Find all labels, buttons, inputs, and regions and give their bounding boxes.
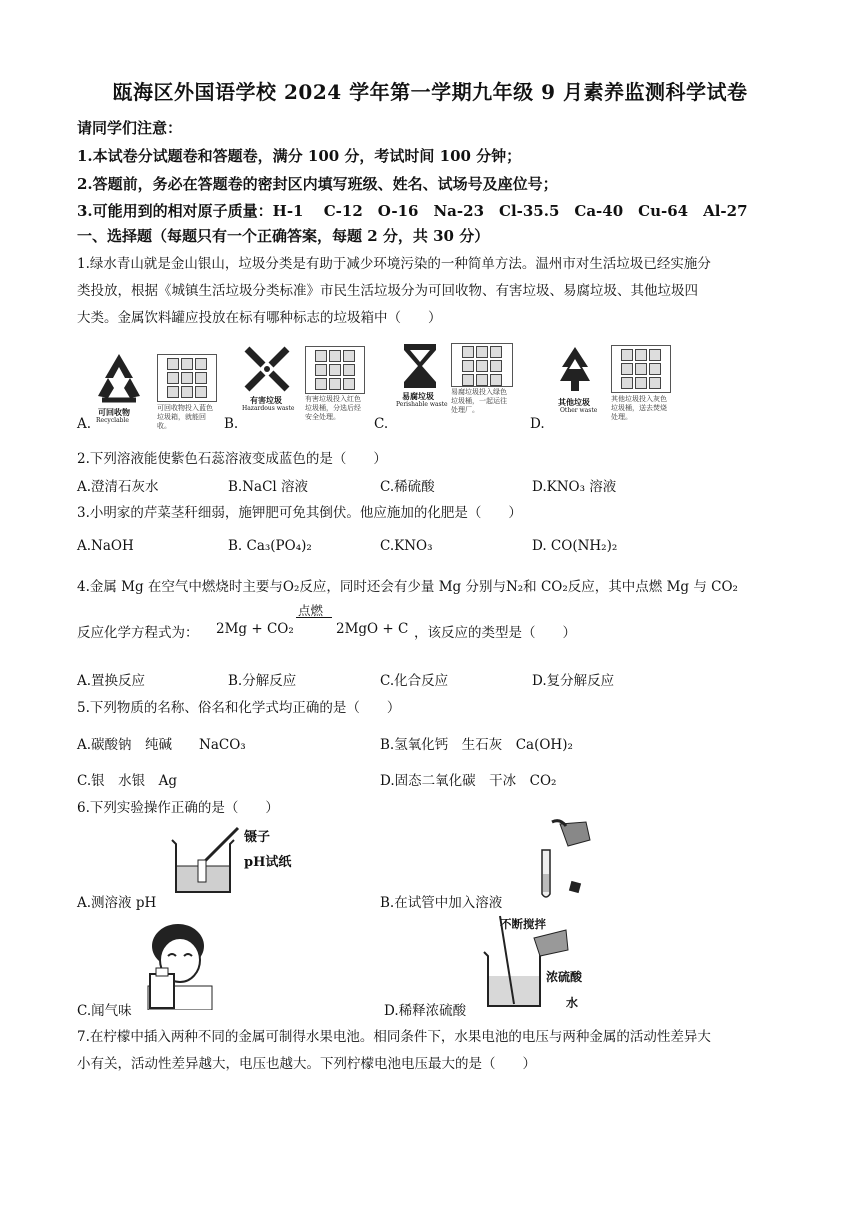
q5-stem: 5.下列物质的名称、俗名和化学式均正确的是（ ） bbox=[77, 700, 401, 716]
ph-test-beaker-illustration bbox=[168, 822, 248, 896]
q3-option-d: D. CO(NH₂)₂ bbox=[532, 538, 618, 554]
page-title: 瓯海区外国语学校 2024 学年第一学期九年级 9 月素养监测科学试卷 bbox=[112, 80, 748, 104]
q5-option-d: D.固态二氧化碳 干冰 CO₂ bbox=[380, 773, 557, 789]
q2-option-d: D.KNO₃ 溶液 bbox=[532, 479, 617, 495]
bin-d-en: Other waste bbox=[560, 407, 598, 414]
q1-line-2: 类投放，根据《城镇生活垃圾分类标准》市民生活垃圾分为可回收物、有害垃圾、易腐垃圾、其他垃圾四 bbox=[77, 283, 698, 299]
q4-eq-condition: 点燃 bbox=[298, 603, 324, 618]
bin-a-panel bbox=[157, 354, 217, 402]
q3-option-c: C.KNO₃ bbox=[380, 538, 433, 554]
q6-option-b: B.在试管中加入溶液 bbox=[380, 895, 503, 911]
section-heading: 一、选择题（每题只有一个正确答案，每题 2 分，共 30 分） bbox=[77, 227, 490, 245]
bin-b-panel bbox=[305, 346, 365, 394]
q2-option-c: C.稀硫酸 bbox=[380, 479, 435, 495]
q3-stem: 3.小明家的芹菜茎秆细弱，施钾肥可免其倒伏。他应施加的化肥是（ ） bbox=[77, 505, 522, 521]
bin-c-name: 易腐垃圾 bbox=[402, 391, 434, 401]
recycle-icon bbox=[88, 348, 150, 408]
bin-d-name: 其他垃圾 bbox=[558, 397, 590, 407]
bin-b-en: Hazardous waste bbox=[242, 405, 295, 412]
bin-a-grid bbox=[167, 358, 207, 398]
bin-c-en: Perishable waste bbox=[396, 401, 448, 408]
bin-c-grid bbox=[462, 346, 502, 386]
q6-option-a: A.测溶液 pH bbox=[77, 895, 157, 911]
q1-option-d: D. bbox=[530, 416, 545, 432]
q7-line-2: 小有关，活动性差异越大，电压也越大。下列柠檬电池电压最大的是（ ） bbox=[77, 1056, 536, 1072]
bin-b-caption: 有害垃圾投入红色垃圾桶，分选后经安全处理。 bbox=[305, 395, 361, 421]
q3-option-a: A.NaOH bbox=[77, 538, 134, 554]
q4-eq-suffix: ，该反应的类型是（ ） bbox=[414, 625, 576, 641]
bin-b-name: 有害垃圾 bbox=[250, 395, 282, 405]
q4-eq-left: 2Mg + CO₂ bbox=[216, 621, 294, 637]
smelling-illustration bbox=[140, 916, 226, 1010]
q4-option-b: B.分解反应 bbox=[228, 673, 297, 689]
q7-line-1: 7.在柠檬中插入两种不同的金属可制得水果电池。相同条件下，水果电池的电压与两种金属的活动性差异大 bbox=[77, 1029, 711, 1045]
q3-option-b: B. Ca₃(PO₄)₂ bbox=[228, 538, 312, 554]
stir-label: 不断搅拌 bbox=[500, 917, 546, 931]
hazardous-icon bbox=[243, 345, 291, 393]
q4-option-d: D.复分解反应 bbox=[532, 673, 615, 689]
q1-option-b: B. bbox=[224, 416, 239, 432]
q2-stem: 2.下列溶液能使紫色石蕊溶液变成蓝色的是（ ） bbox=[77, 451, 387, 467]
bin-c-caption: 易腐垃圾投入绿色垃圾桶，一起运往处理厂。 bbox=[451, 388, 507, 414]
tweezers-label: 镊子 bbox=[244, 830, 271, 845]
acid-label: 浓硫酸 bbox=[546, 970, 583, 984]
q1-option-a: A. bbox=[77, 416, 92, 432]
q5-option-a: A.碳酸钠 纯碱 NaCO₃ bbox=[77, 737, 246, 753]
q1-option-c: C. bbox=[374, 416, 389, 432]
q6-stem: 6.下列实验操作正确的是（ ） bbox=[77, 800, 279, 816]
note-3: 3.可能用到的相对原子质量：H-1 C-12 O-16 Na-23 Cl-35.5 Ca-40 Cu-64 Al-27 bbox=[77, 202, 748, 220]
q1-line-1: 1.绿水青山就是金山银山，垃圾分类是有助于减少环境污染的一种简单方法。温州市对生活垃圾已经实施分 bbox=[77, 256, 711, 272]
q5-option-c: C.银 水银 Ag bbox=[77, 773, 178, 789]
pouring-test-tube-illustration bbox=[520, 818, 600, 904]
bin-a-name: 可回收物 bbox=[98, 407, 130, 417]
q2-option-b: B.NaCl 溶液 bbox=[228, 479, 309, 495]
q4-option-c: C.化合反应 bbox=[380, 673, 449, 689]
bin-c-panel bbox=[451, 343, 513, 387]
bin-d-panel bbox=[611, 345, 671, 393]
q4-eq-right: 2MgO + C bbox=[336, 621, 409, 637]
q1-line-3: 大类。金属饮料罐应投放在标有哪种标志的垃圾箱中（ ） bbox=[77, 310, 442, 326]
bin-d-grid bbox=[621, 349, 661, 389]
q2-option-a: A.澄清石灰水 bbox=[77, 479, 159, 495]
note-1: 1.本试卷分试题卷和答题卷，满分 100 分，考试时间 100 分钟； bbox=[77, 147, 522, 165]
q6-option-c: C.闻气味 bbox=[77, 1003, 132, 1019]
bin-a-caption: 可回收物投入蓝色垃圾箱，就能回收。 bbox=[157, 404, 213, 430]
other-waste-icon bbox=[554, 345, 596, 393]
q5-option-b: B.氢氧化钙 生石灰 Ca(OH)₂ bbox=[380, 737, 573, 753]
ph-paper-label: pH试纸 bbox=[244, 855, 292, 870]
water-label: 水 bbox=[566, 996, 579, 1010]
q4-eq-prefix: 反应化学方程式为： bbox=[77, 625, 199, 641]
bin-d-caption: 其他垃圾投入灰色垃圾桶，送去焚烧处理。 bbox=[611, 395, 667, 421]
hourglass-icon bbox=[400, 342, 440, 390]
bin-b-grid bbox=[315, 350, 355, 390]
bin-a-en: Recyclable bbox=[96, 417, 129, 424]
q4-stem: 4.金属 Mg 在空气中燃烧时主要与O₂反应，同时还会有少量 Mg 分别与N₂和 CO₂反应，其中点燃 Mg 与 CO₂ bbox=[77, 579, 738, 595]
note-2: 2.答题前，务必在答题卷的密封区内填写班级、姓名、试场号及座位号； bbox=[77, 175, 558, 193]
q4-eq-arrow bbox=[296, 617, 332, 618]
q4-option-a: A.置换反应 bbox=[77, 673, 146, 689]
q6-option-d: D.稀释浓硫酸 bbox=[384, 1003, 467, 1019]
notes-heading: 请同学们注意： bbox=[77, 119, 183, 137]
